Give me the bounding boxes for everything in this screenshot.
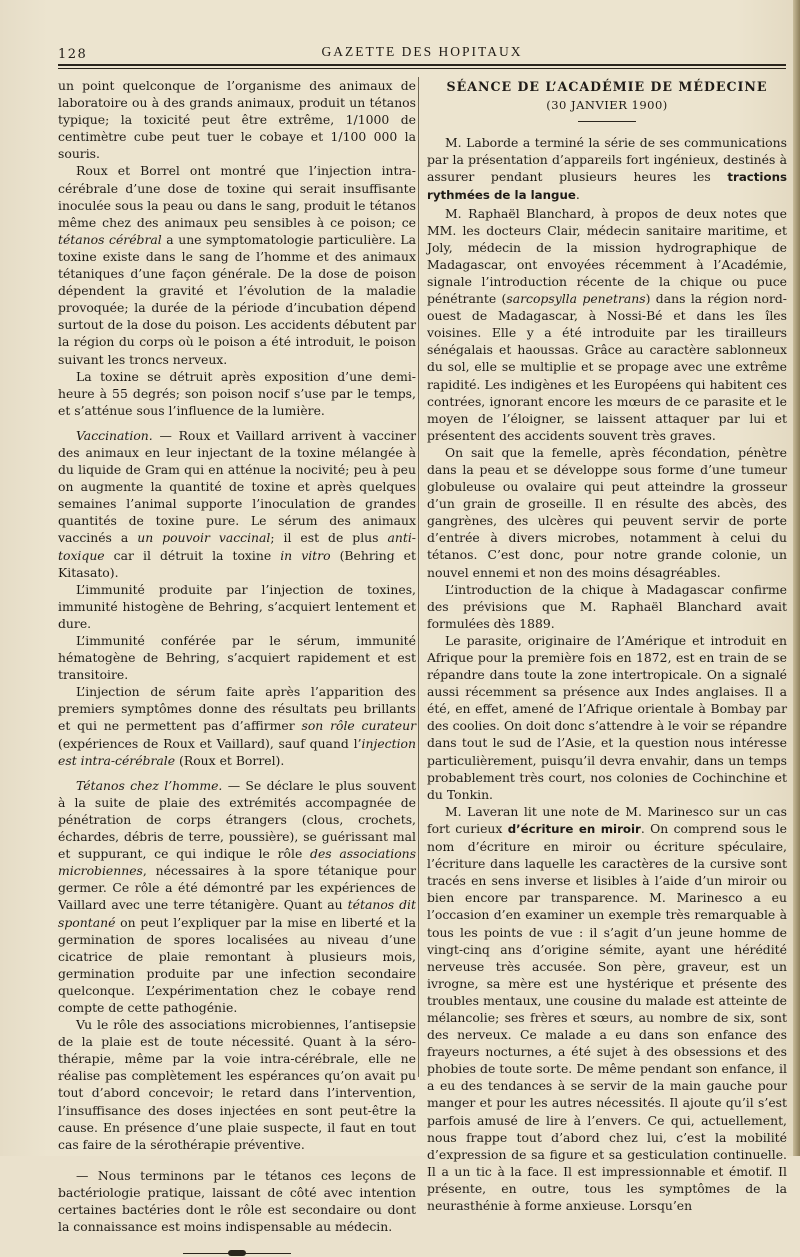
paragraph: un point quelconque de l’organisme des animaux de laboratoire ou à des grands animaux, produit un tétanos typique; la toxicité peut être extrême, 1/1000 de centimètre cube peut tuer le cobaye et 1/100 000 la souris. <box>58 78 416 162</box>
paragraph-conclusion: — Nous terminons par le tétanos ces leçons de bactériologie pratique, laissant de côté avec intention certaines bactéries dont le rôle est secondaire ou dont la connaissance est moins indispensable au médecin. <box>58 1167 416 1235</box>
paragraph-vaccination: Vaccination. — Roux et Vaillard arrivent à vacciner des animaux en leur injectant de la toxine mélangée à du liquide de Gram qui en atténue la nocivité; peu à peu on augmente la quantité de toxine et après quelques semaines l’animal supporte l’inoculation de grandes quantités de toxine pure. Le sérum des animaux vaccinés a un pouvoir vaccinal; il est de plus anti-toxique car il détruit la toxine in vitro (Behring et Kitasato). <box>58 427 416 580</box>
paragraph: M. Raphaël Blanchard, à propos de deux notes que MM. les docteurs Clair, médecin sanitaire maritime, et Joly, médecin de la mission hydrographique de Madagascar, ont envoyées récemment à l’Académie, signale l’introduction récente de la chique ou puce pénétrante (sarcopsylla penetrans) dans la région nord-ouest de Madagascar, à Nossi-Bé et dans les îles voisines. Elle y a été introduite par les tirailleurs sénégalais et haoussas. Grâce au caractère sablonneux du sol, elle se multiplie et se propage avec une extrême rapidité. Les indigènes et les Européens qui habitent ces contrées, ignorant encore les mœurs de ce parasite et le moyen de l’éloigner, se laissent attaquer par lui et présentent des accidents souvent très graves. <box>427 205 787 443</box>
paragraph-tetanos-homme: Tétanos chez l’homme. — Se déclare le plus souvent à la suite de plaie des extrémités accompagnée de pénétration de corps étrangers (clous, crochets, échardes, débris de terre, poussière), se guérissant mal et suppurant, ce qui indique le rôle des associations microbiennes, nécessaires à la spore tétanique pour germer. Ce rôle a été démontré par les expériences de Vaillard avec une terre tétanigère. Quant au tétanos dit spontané on peut l’expliquer par la mise en liberté et la germination de spores localisées au niveau d’une cicatrice de plaie remontant à plusieurs mois, germination produite par une infection secondaire quelconque. L’expérimentation chez le cobaye rend compte de cette pathogénie. <box>58 777 416 1015</box>
journal-title: GAZETTE DES HOPITAUX <box>321 44 523 59</box>
end-ornament <box>183 1249 291 1257</box>
paragraph: Roux et Borrel ont montré que l’injection intra-cérébrale d’une dose de toxine qui serait insuffisante inoculée sous la peau ou dans le sang, produit le tétanos même chez des animaux peu sensibles à ce poison; ce tétanos cérébral a une symptomatologie particulière. La toxine existe dans le sang de l’homme et des animaux tétaniques d’une façon générale. De la dose de poison dépendent la gravité et l’évolution de la maladie provoquée; la durée de la période d’incubation dépend surtout de la dose du poison. Les accidents débutent par la région du corps où le poison a été introduit, le poison suivant les troncs nerveux. <box>58 163 416 367</box>
section-date: (30 JANVIER 1900) <box>546 98 668 113</box>
header-rule-thick <box>58 64 786 66</box>
paragraph: L’immunité produite par l’injection de toxines, immunité histogène de Behring, s’acquiert lentement et dure. <box>58 581 416 631</box>
section-title: SÉANCE DE L’ACADÉMIE DE MÉDECINE <box>446 79 768 94</box>
page-edge <box>793 0 800 1156</box>
column-divider <box>418 77 419 1077</box>
section-rule <box>578 121 636 122</box>
page-number: 128 <box>58 47 88 62</box>
paragraph: L’introduction de la chique à Madagascar confirme des prévisions que M. Raphaël Blanchard avait formulées dès 1889. <box>427 581 787 631</box>
paragraph: M. Laborde a terminé la série de ses communications par la présentation d’appareils fort ingénieux, destinés à assurer pendant plusieurs heures les tractions rythmées de la langue. <box>427 135 787 203</box>
paragraph: L’injection de sérum faite après l’apparition des premiers symptômes donne des résultats peu brillants et qui ne permettent pas d’affirmer son rôle curateur (expériences de Roux et Vaillard), sauf quand l’injection est intra-cérébrale (Roux et Borrel). <box>58 684 416 768</box>
left-column <box>58 77 416 1257</box>
paragraph: M. Laveran lit une note de M. Marinesco sur un cas fort curieux d’écriture en miroir. On comprend sous le nom d’écriture en miroir ou écriture spéculaire, l’écriture dans laquelle les caractères de la cursive sont tracés en sens inverse et lisibles à l’aide d’un miroir ou bien encore par transparence. M. Marinesco a eu l’occasion d’en examiner un exemple très remarquable à tous les points de vue : il s’agit d’un jeune homme de vingt-cinq ans d’origine sémite, ayant une hérédité nerveuse très accusée. Son père, graveur, est un ivrogne, sa mère est une hystérique et présente des troubles mentaux, une cousine du malade est atteinte de mélancolie; ses frères et sœurs, au nombre de six, sont des nerveux. Ce malade a eu dans son enfance des frayeurs nocturnes, a été sujet à des obsessions et des phobies de toute sorte. De même pendant son enfance, il a eu des tendances à se servir de la main gauche pour manger et pour les autres nécessités. Il ajoute qu’il s’est parfois amusé de lire à l’envers. Ce qui, actuellement, nous frappe tout d’abord chez lui, c’est la mobilité d’expression de sa figure et sa gesticulation continuelle. Il a un tic à la face. Il est impressionnable et émotif. Il présente, en outre, tous les symptômes de la neurasthénie à forme anxieuse. Lorsqu’en <box>427 803 787 1213</box>
paragraph: Le parasite, originaire de l’Amérique et introduit en Afrique pour la première fois en 1872, est en train de se répandre dans toute la zone intertropicale. On a signalé aussi récemment sa présence aux Indes anglaises. Il a été, en effet, amené de l’Afrique orientale à Bombay par des coolies. On doit donc s’attendre à le voir se répandre dans tout le sud de l’Asie, et la question nous intéresse particulièrement, puisqu’il devra envahir, dans un temps probablement très court, nos colonies de Cochinchine et du Tonkin. <box>427 632 787 802</box>
paragraph: La toxine se détruit après exposition d’une demi-heure à 55 degrés; son poison nocif s’use par le temps, et s’atténue sous l’influence de la lumière. <box>58 368 416 418</box>
header-rule-thin <box>58 68 786 69</box>
right-column <box>427 77 787 1214</box>
paragraph: Vu le rôle des associations microbiennes, l’antisepsie de la plaie est de toute nécessité. Quant à la séro-thérapie, même par la voie intra-cérébrale, elle ne réalise pas complètement les espérances qu’on avait pu tout d’abord concevoir; le retard dans l’intervention, l’insuffisance des doses injectées en sont peut-être la cause. En présence d’une plaie suspecte, il faut en tout cas faire de la sérothérapie préventive. <box>58 1017 416 1152</box>
paragraph: L’immunité conférée par le sérum, immunité hématogène de Behring, s’acquiert rapidement et est transitoire. <box>58 633 416 683</box>
paragraph: On sait que la femelle, après fécondation, pénètre dans la peau et se développe sous forme d’une tumeur globuleuse ou ovalaire qui peut atteindre la grosseur d’un grain de groseille. Il en résulte des abcès, des gangrènes, des ulcères qui peuvent servir de porte d’entrée à divers microbes, notamment à celui du tétanos. C’est donc, pour notre grande colonie, un nouvel ennemi et non des moins désagréables. <box>427 444 787 580</box>
page-header <box>58 44 786 66</box>
